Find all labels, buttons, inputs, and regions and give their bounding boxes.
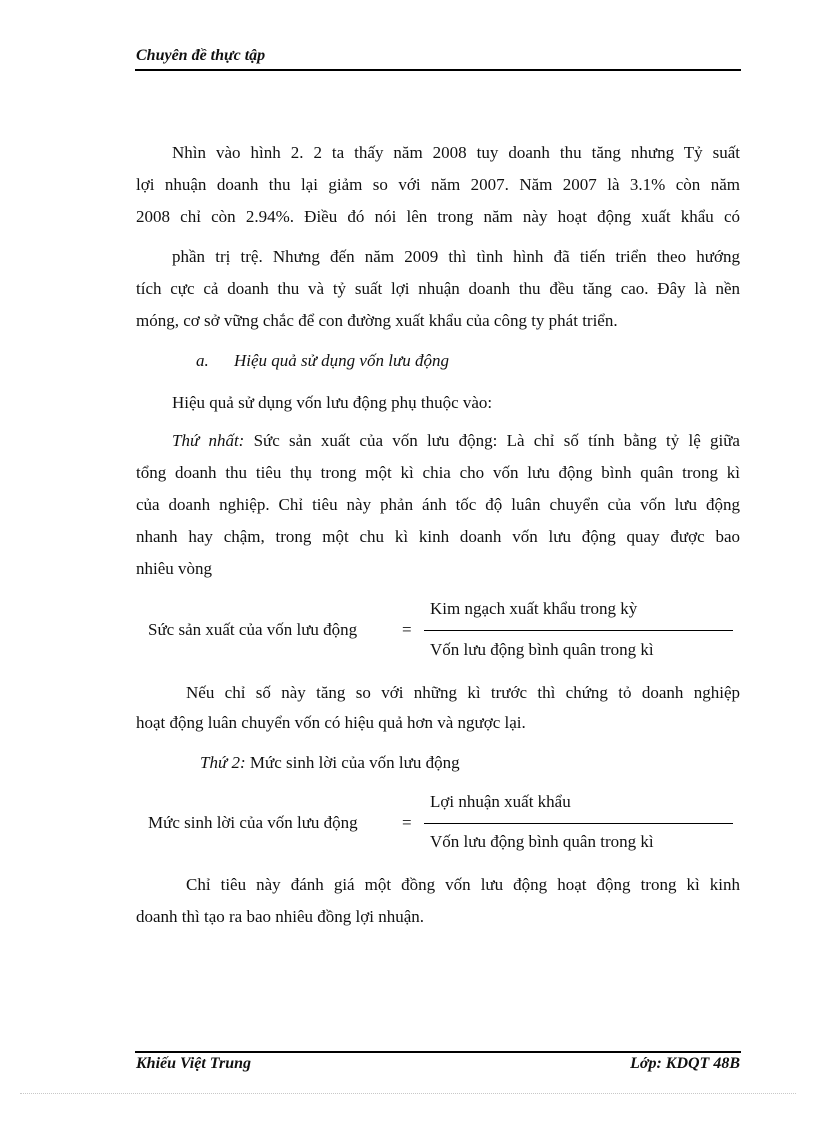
- formula2-left: Mức sinh lời của vốn lưu động: [148, 813, 358, 832]
- p6-line-1: Chỉ tiêu này đánh giá một đồng vốn lưu động hoạt động trong kì kinh: [186, 875, 740, 894]
- p3-line-1: [172, 430, 740, 452]
- footer-author: Khiếu Việt Trung: [136, 1055, 251, 1072]
- p1-line-1: Nhìn vào hình 2. 2 ta thấy năm 2008 tuy doanh thu tăng nhưng Tỷ suất: [172, 143, 740, 162]
- formula1-numerator: Kim ngạch xuất khẩu trong kỳ: [430, 599, 638, 618]
- p3-line-1-text: Sức sản xuất của vốn lưu động: Là chỉ số tính bằng tỷ lệ giữa: [244, 431, 740, 450]
- section-heading: [196, 350, 800, 372]
- p5-line-text: Mức sinh lời của vốn lưu động: [245, 753, 460, 772]
- section-title: Hiệu quả sử dụng vốn lưu động: [234, 351, 449, 370]
- p3-line-4: nhanh hay chậm, trong một chu kì kinh doanh vốn lưu động quay được bao: [136, 527, 740, 546]
- p5-label: Thứ 2:: [200, 753, 246, 772]
- p1-line-5: tích cực cả doanh thu và tỷ suất lợi nhuận doanh thu đều tăng cao. Đây là nền: [136, 279, 740, 298]
- formula2-numerator: Lợi nhuận xuất khẩu: [430, 792, 571, 811]
- formula2-equals: =: [402, 813, 412, 832]
- formula2-fraction-bar: [424, 823, 733, 824]
- section-marker: a.: [196, 351, 209, 370]
- footer-class: Lớp: KDQT 48B: [630, 1055, 740, 1072]
- p4-line-2: hoạt động luân chuyển vốn có hiệu quả hơn và ngược lại.: [136, 713, 526, 732]
- p1-line-4: phần trị trệ. Nhưng đến năm 2009 thì tình hình đã tiến triển theo hướng: [172, 247, 740, 266]
- p6-line-2: doanh thì tạo ra bao nhiêu đồng lợi nhuận.: [136, 907, 425, 926]
- formula1-left: Sức sản xuất của vốn lưu động: [148, 620, 358, 639]
- p3-line-5: nhiêu vòng: [136, 559, 213, 578]
- formula1-denominator: Vốn lưu động bình quân trong kì: [430, 640, 654, 659]
- formula1-equals: =: [402, 620, 412, 639]
- p3-line-2: tổng doanh thu tiêu thụ trong một kì chia cho vốn lưu động bình quân trong kì: [136, 463, 740, 482]
- p1-line-6: móng, cơ sở vững chắc để con đường xuất khẩu của công ty phát triển.: [136, 311, 618, 330]
- p3-line-3: của doanh nghiệp. Chỉ tiêu này phản ánh tốc độ luân chuyển của vốn lưu động: [136, 495, 740, 514]
- p4-line-1: Nếu chỉ số này tăng so với những kì trước thì chứng tỏ doanh nghiệp: [186, 683, 740, 702]
- p2-line: Hiệu quả sử dụng vốn lưu động phụ thuộc vào:: [172, 393, 493, 412]
- formula1-fraction-bar: [424, 630, 733, 631]
- footer-rule: [135, 1051, 741, 1053]
- p1-line-3: 2008 chỉ còn 2.94%. Điều đó nói lên trong năm này hoạt động xuất khẩu có: [136, 207, 740, 226]
- page-bottom-dotted-border: [20, 1093, 796, 1094]
- p5-line: [200, 752, 804, 774]
- p3-label: Thứ nhất:: [172, 431, 245, 450]
- header-rule: [135, 69, 741, 71]
- page-header-title: Chuyên đề thực tập: [136, 47, 266, 64]
- p1-line-2: lợi nhuận doanh thu lại giảm so với năm 2007. Năm 2007 là 3.1% còn năm: [136, 175, 740, 194]
- formula2-denominator: Vốn lưu động bình quân trong kì: [430, 832, 654, 851]
